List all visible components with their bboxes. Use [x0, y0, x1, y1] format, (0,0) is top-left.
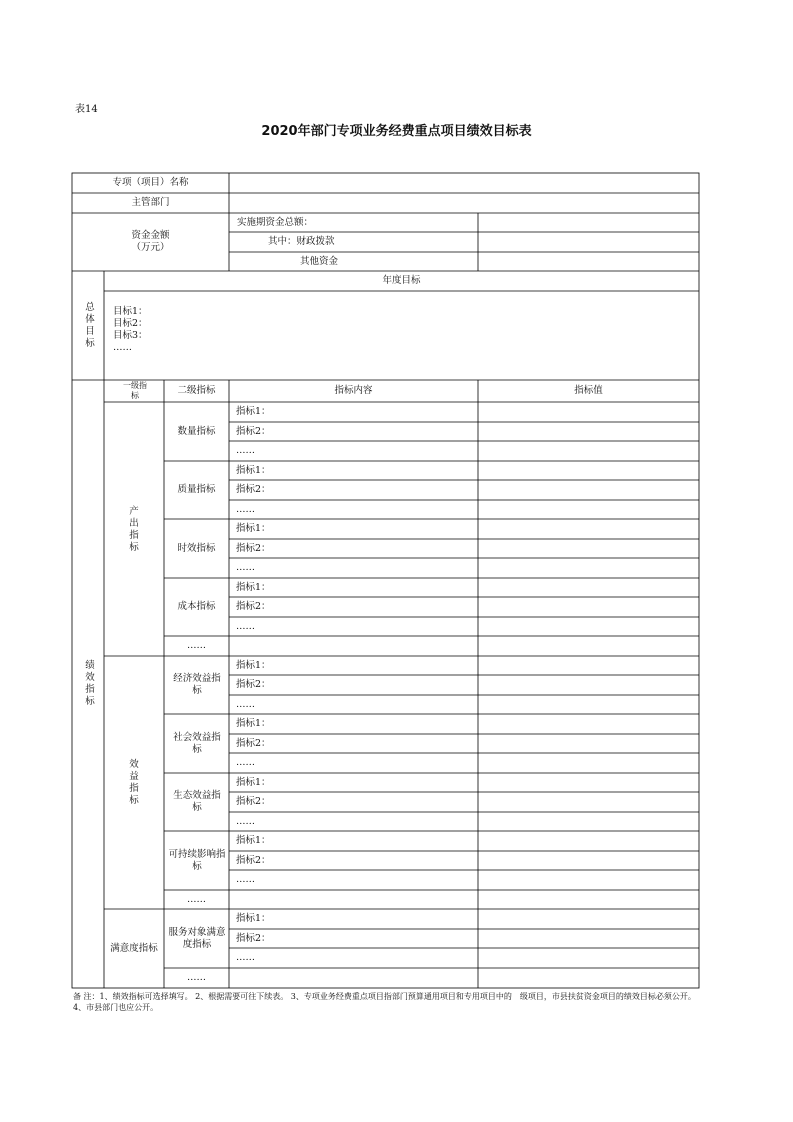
- indicator-1: 指标1：: [236, 835, 271, 846]
- satisfaction-ellipsis: ……: [187, 972, 206, 983]
- indicator-1: 指标1：: [236, 913, 271, 924]
- indicator-1: 指标1：: [236, 718, 271, 729]
- output-indicator-label: 产出指标: [129, 506, 139, 553]
- output-ellipsis: ……: [187, 640, 206, 651]
- indicator-2: 指标2：: [236, 426, 271, 437]
- footer-note: 备 注：1、绩效指标可选择填写。 2、根据需要可往下续表。 3、专项业务经费重点项目指部门预算通用项目和专用项目中的 级项目，市县扶贫资金项目的绩效目标必须公开。4、市县部门也应公开。: [73, 992, 696, 1012]
- indicator-ellipsis: ……: [236, 699, 255, 710]
- indicator-ellipsis: ……: [236, 952, 255, 963]
- goal-1: 目标1：: [113, 306, 148, 317]
- col-level1: 一级指标: [123, 381, 147, 400]
- goal-2: 目标2：: [113, 318, 148, 329]
- indicator-1: 指标1：: [236, 465, 271, 476]
- indicator-1: 指标1：: [236, 523, 271, 534]
- indicator-ellipsis: ……: [236, 504, 255, 515]
- department-label: 主管部门: [131, 197, 170, 208]
- fiscal-funds-label: 其中：财政拨款: [268, 236, 335, 247]
- benefit-ellipsis: ……: [187, 894, 206, 905]
- indicator-ellipsis: ……: [236, 562, 255, 573]
- indicator-1: 指标1：: [236, 406, 271, 417]
- total-funds-label: 实施期资金总额：: [237, 217, 314, 228]
- col-value: 指标值: [574, 385, 603, 396]
- overall-goal-label: 总体目标: [85, 302, 95, 349]
- project-name-label: 专项（项目）名称: [112, 177, 189, 188]
- sub-service-satisfaction: 服务对象满意度指标: [168, 927, 226, 950]
- funds-label: 资金金额: [131, 230, 170, 241]
- indicator-2: 指标2：: [236, 601, 271, 612]
- sub-quality: 质量指标: [177, 484, 216, 495]
- table-number: 表14: [75, 104, 98, 115]
- sub-ecological: 生态效益指标: [173, 790, 221, 813]
- goal-ellipsis: ……: [113, 342, 132, 353]
- indicator-2: 指标2：: [236, 738, 271, 749]
- sub-cost: 成本指标: [177, 601, 216, 612]
- indicator-1: 指标1：: [236, 660, 271, 671]
- indicator-2: 指标2：: [236, 855, 271, 866]
- indicator-1: 指标1：: [236, 777, 271, 788]
- indicator-ellipsis: ……: [236, 874, 255, 885]
- sub-economic: 经济效益指标: [173, 673, 221, 696]
- page-title: 2020年部门专项业务经费重点项目绩效目标表: [261, 124, 532, 139]
- indicator-ellipsis: ……: [236, 445, 255, 456]
- indicator-2: 指标2：: [236, 796, 271, 807]
- sub-social: 社会效益指标: [173, 732, 221, 755]
- indicator-2: 指标2：: [236, 933, 271, 944]
- other-funds-label: 其他资金: [300, 256, 339, 267]
- sub-sustainable: 可持续影响指标: [168, 849, 226, 872]
- indicator-2: 指标2：: [236, 543, 271, 554]
- indicator-ellipsis: ……: [236, 816, 255, 827]
- indicator-2: 指标2：: [236, 679, 271, 690]
- funds-unit: （万元）: [131, 242, 170, 253]
- indicator-2: 指标2：: [236, 484, 271, 495]
- col-level2: 二级指标: [177, 385, 216, 396]
- goal-3: 目标3：: [113, 330, 148, 341]
- col-content: 指标内容: [334, 385, 373, 396]
- sub-timeliness: 时效指标: [177, 543, 216, 554]
- indicator-1: 指标1：: [236, 582, 271, 593]
- indicator-ellipsis: ……: [236, 621, 255, 632]
- benefit-indicator-label: 效益指标: [129, 759, 139, 806]
- annual-goal-label: 年度目标: [382, 275, 421, 286]
- indicator-ellipsis: ……: [236, 757, 255, 768]
- satisfaction-indicator-label: 满意度指标: [110, 943, 158, 954]
- perf-indicator-label: 绩效指标: [85, 660, 95, 707]
- sub-quantity: 数量指标: [177, 426, 216, 437]
